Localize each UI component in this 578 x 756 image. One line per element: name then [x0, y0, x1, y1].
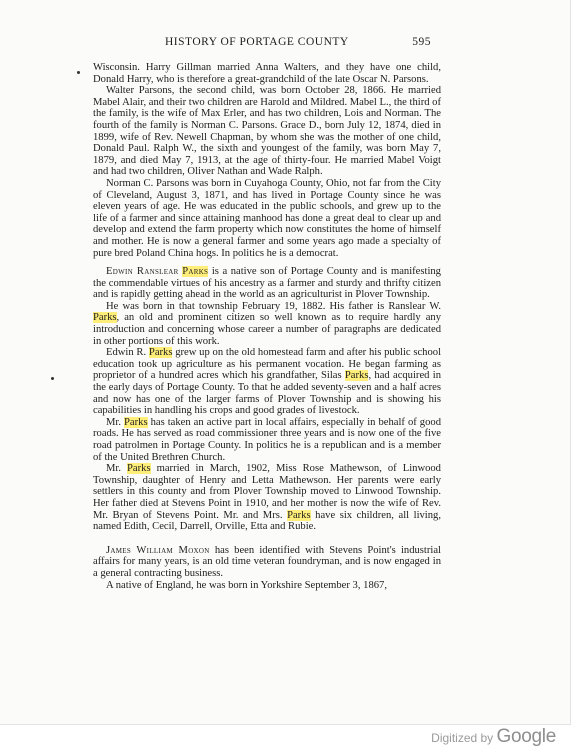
- paragraph-walter-parsons: Walter Parsons, the second child, was born October 28, 1866. He married Mabel Alair, and their two children are Harold and Mildred. Mabel L., the third of the family, is the wife of Max Erler, and has two children, Lois and Norman. The fourth of the family is Norman C. Parsons. Grace D., born July 12, 1874, died in 1899, wife of Rev. Newell Chapman, by whom she was the mother of one child, Donald Paul. Ralph W., the sixth and youngest of the family, was born May 7, 1879, and died May 7, 1913, at the age of thirty-four. He married Mabel Voigt and had two children, Oliver Nathan and Wade Ralph.: [93, 85, 441, 178]
- digitized-watermark: [431, 726, 556, 748]
- paragraph-marriage: [93, 463, 441, 533]
- margin-mark: [77, 71, 80, 74]
- paragraph-norman-parsons: Norman C. Parsons was born in Cuyahoga County, Ohio, not far from the City of Cleveland, August 3, 1871, and has lived in Portage County since he was eleven years of age. He was educated in the public schools, and grew up to the life of a farmer and since attaining manhood has done a great deal to clear up and develop and extend the farm property which now constitutes the home of himself and mother. He is now a general farmer and some years ago made a specialty of pure bred Poland China hogs. In politics he is a democrat.: [93, 177, 441, 259]
- paragraph-text: has taken an active part in local affairs, especially in behalf of good roads. He has served as road commissioner three years and is now one of the five road patrolmen in Portage County. In politics he is a republican and is a member of the United Brethren Church.: [93, 416, 441, 463]
- paragraph-text: married in March, 1902, Miss Rose Mathewson, of Linwood Township, daughter of Henry and Letta Mathewson. Her parents were early settlers in this county and from Plover Township moved to Linwood Township. Her father died at Stevens Point in 1910, and her mother is now the wife of Rev. Mr. Bryan of Stevens Point. Mr. and Mrs.: [93, 463, 441, 521]
- margin-mark: [51, 377, 54, 380]
- paragraph-local-affairs: [93, 417, 441, 463]
- watermark-prefix: Digitized by: [431, 731, 494, 745]
- person-name: Edwin Ranslear: [106, 266, 179, 278]
- paragraph-text: , had acquired in the early days of Portage County. To that he added seventy-seven and a half acres and now has one of the larger farms of Plover Township and is showing his capabilities in handling his crops and good grades of livestock.: [93, 370, 441, 417]
- paragraph-farming: [93, 347, 441, 417]
- highlighted-name: Parks: [127, 463, 151, 475]
- page-number: 595: [412, 36, 431, 48]
- paragraph-birth: [93, 301, 441, 347]
- paragraph-text: Mr.: [106, 463, 128, 475]
- body-text: [93, 62, 441, 591]
- person-name: James William Moxon: [106, 544, 210, 556]
- highlighted-name: Parks: [124, 416, 148, 428]
- paragraph-text: has been identified with Stevens Point's industrial affairs for many years, is an old time veteran foundryman, and is now engaged in a general contracting business.: [93, 544, 441, 579]
- paragraph-text: Edwin R.: [106, 347, 149, 359]
- paragraph-text: have six children, all living, named Edith, Cecil, Darrell, Orville, Etta and Rubie.: [93, 509, 441, 533]
- highlighted-name: Parks: [93, 312, 117, 324]
- paragraph-text: He was born in that township February 19, 1882. His father is Ranslear W.: [106, 300, 441, 312]
- paragraph-oscar-descendants: Wisconsin. Harry Gillman married Anna Walters, and they have one child, Donald Harry, who is therefore a great-grandchild of the late Oscar N. Parsons.: [93, 62, 441, 85]
- paragraph-text: is a native son of Portage County and is manifesting the commendable virtues of his ancestry as a farmer and sturdy and thrifty citizen and is rapidly getting ahead in the world as an agriculturist in Plover Township.: [93, 266, 441, 301]
- paragraph-edwin-parks-intro: [93, 266, 441, 301]
- paragraph-moxon-intro: [93, 545, 441, 580]
- paragraph-moxon-birth: A native of England, he was born in Yorkshire September 3, 1867,: [106, 579, 387, 591]
- paragraph-text: Mr.: [106, 416, 125, 428]
- highlighted-name: Parks: [148, 347, 173, 359]
- paragraph-text: grew up on the old homestead farm and after his public school education took up agriculture as his permanent vocation. He began farming as proprietor of a hundred acres which his grandfather, Silas: [93, 347, 442, 382]
- highlighted-name: Parks: [287, 509, 311, 521]
- paragraph-text: , an old and prominent citizen so well known as to require hardly any introduction and concerning whose career a number of paragraphs are dedicated in other portions of this work.: [93, 312, 441, 347]
- highlighted-name: Parks: [344, 370, 369, 382]
- highlighted-name: Parks: [182, 266, 209, 278]
- google-logo: Google: [496, 726, 556, 747]
- running-title: HISTORY OF PORTAGE COUNTY: [165, 36, 349, 48]
